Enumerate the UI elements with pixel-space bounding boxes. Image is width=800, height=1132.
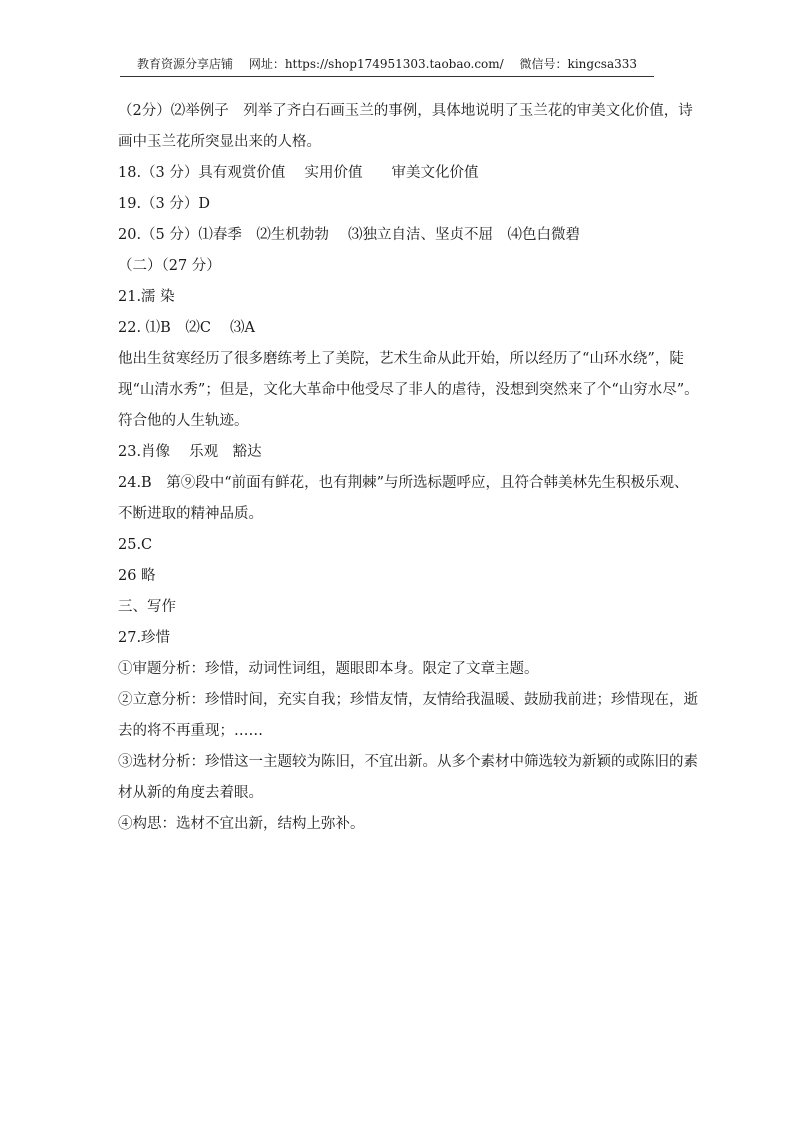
answer-line: 18.（3 分）具有观赏价值 实用价值 审美文化价值: [118, 165, 479, 181]
answer-line: 21.濡 染: [118, 289, 175, 305]
answer-line: 现“山清水秀”；但是，文化大革命中他受尽了非人的虐待，没想到突然来了个“山穷水尽”。: [118, 382, 699, 398]
shop-name: 教育资源分享店铺: [136, 57, 233, 71]
answer-line: 符合他的人生轨迹。: [118, 413, 249, 429]
answer-line: 27.珍惜: [118, 630, 171, 646]
answer-line: 画中玉兰花所突显出来的人格。: [118, 134, 321, 150]
answer-content: [118, 96, 699, 840]
answer-line: 不断进取的精神品质。: [118, 506, 263, 522]
answer-line: 26 略: [118, 568, 156, 584]
answer-line: 他出生贫寒经历了很多磨练考上了美院，艺术生命从此开始，所以经历了“山环水绕”，陡: [118, 351, 684, 367]
answer-line: 24.B 第⑨段中“前面有鲜花，也有荆棘”与所选标题呼应，且符合韩美林先生积极乐观、: [118, 475, 689, 491]
answer-line: 19.（3 分）D: [118, 196, 211, 212]
answer-line: 20.（5 分）⑴春季 ⑵生机勃勃 ⑶独立自洁、坚贞不屈 ⑷色白微碧: [118, 227, 581, 243]
answer-line: ④构思：选材不宜出新，结构上弥补。: [118, 816, 365, 832]
answer-line: 去的将不再重现；……: [118, 723, 263, 739]
page-header: [120, 56, 654, 77]
answer-line: ②立意分析：珍惜时间，充实自我；珍惜友情，友情给我温暖、鼓励我前进；珍惜现在，逝: [118, 692, 698, 708]
section-heading: （二）（27 分）: [118, 258, 221, 274]
answer-line: 23.肖像 乐观 豁达: [118, 444, 262, 460]
answer-line: ③选材分析：珍惜这一主题较为陈旧，不宜出新。从多个素材中筛选较为新颖的或陈旧的素: [118, 754, 698, 770]
section-heading: 三、写作: [118, 599, 176, 615]
answer-line: （2分）⑵举例子 列举了齐白石画玉兰的事例，具体地说明了玉兰花的审美文化价值，诗: [118, 103, 693, 119]
wechat-id: 微信号：kingcsa333: [519, 57, 638, 71]
answer-line: 25.C: [118, 537, 153, 553]
answer-line: 22. ⑴B ⑵C ⑶A: [118, 320, 255, 336]
answer-line: 材从新的角度去着眼。: [118, 785, 263, 801]
shop-url: 网址：https://shop174951303.taobao.com/: [248, 57, 504, 71]
answer-line: ①审题分析：珍惜，动词性词组，题眼即本身。限定了文章主题。: [118, 661, 539, 677]
